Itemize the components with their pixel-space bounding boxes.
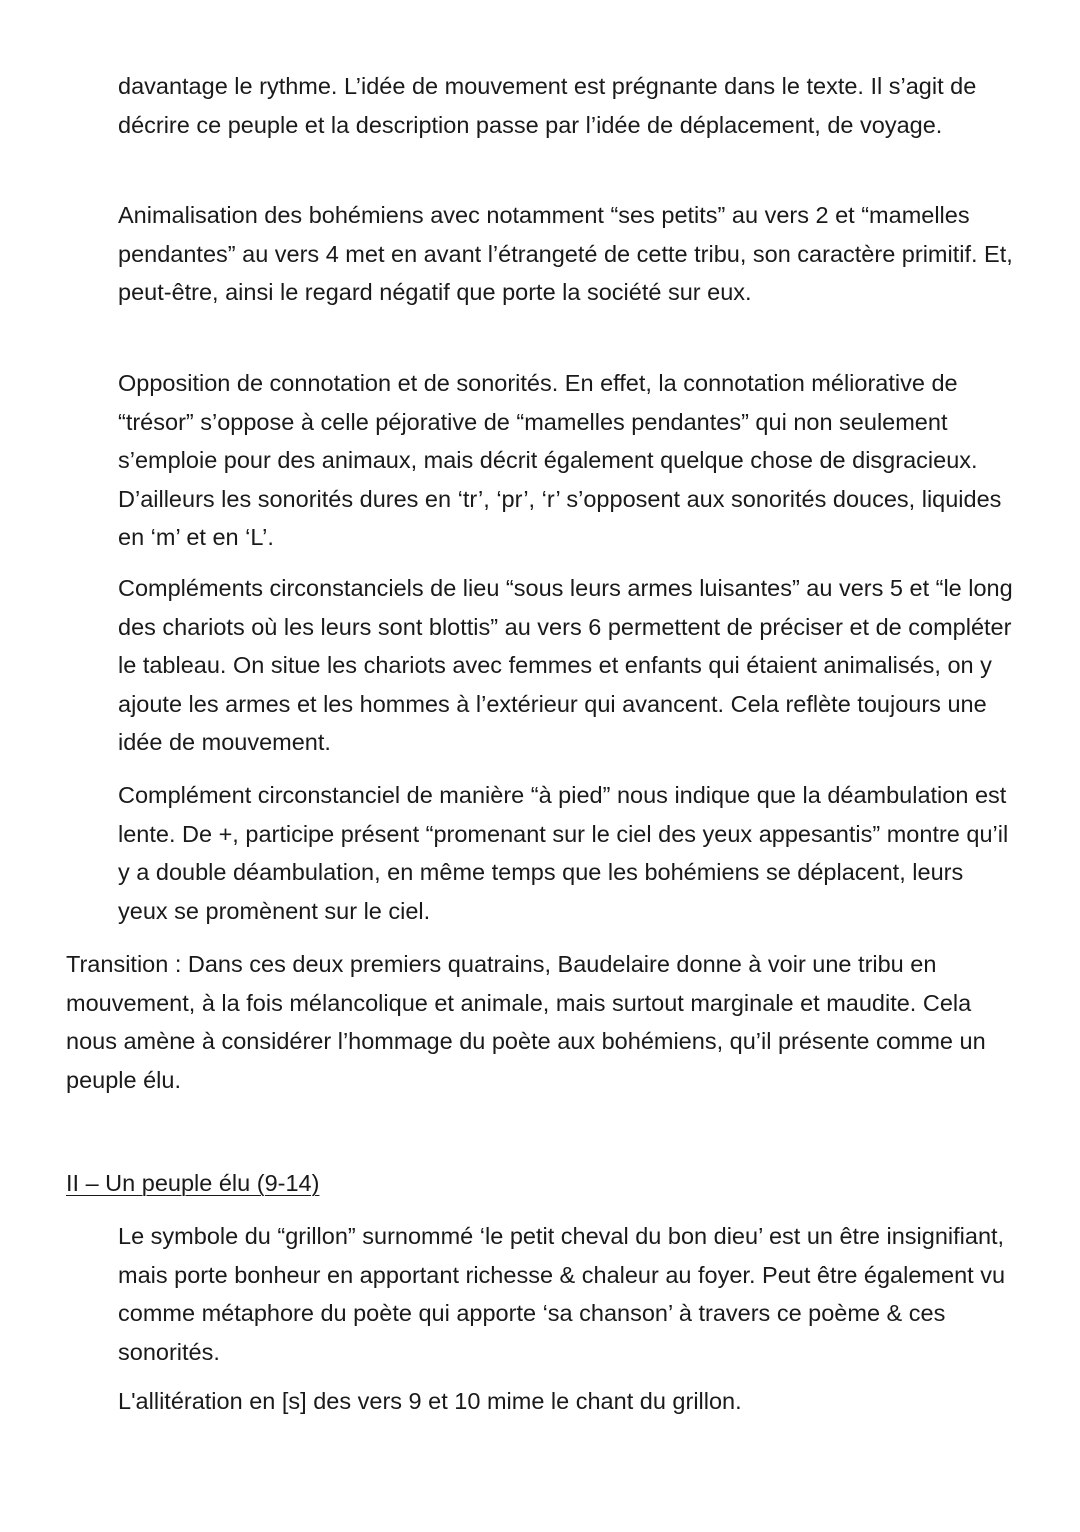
paragraph-alliteration: L'allitération en [s] des vers 9 et 10 mime le chant du grillon. [118, 1388, 742, 1414]
paragraph-complements-lieu: Compléments circonstanciels de lieu “sous leurs armes luisantes” au vers 5 et “le long des chariots où les leurs sont blottis” au vers 6 permettent de préciser et de compléter le tableau. On situe les chariots avec femmes et enfants qui étaient animalisés, on y ajoute les armes et les hommes à l’extérieur qui avancent. Cela reflète toujours une idée de mouvement. [118, 575, 1013, 755]
paragraph-animalisation: Animalisation des bohémiens avec notamment “ses petits” au vers 2 et “mamelles pendantes” au vers 4 met en avant l’étrangeté de cette tribu, son caractère primitif. Et, peut-être, ainsi le regard négatif que porte la société sur eux. [118, 202, 1013, 305]
section-heading: II – Un peuple élu (9-14) [66, 1170, 320, 1196]
paragraph-transition: Transition : Dans ces deux premiers quatrains, Baudelaire donne à voir une tribu en mouvement, à la fois mélancolique et animale, mais surtout marginale et maudite. Cela nous amène à considérer l’hommage du poète aux bohémiens, qu’il présente comme un peuple élu. [66, 951, 986, 1093]
paragraph-complement-maniere: Complément circonstanciel de manière “à pied” nous indique que la déambulation est lente. De +, participe présent “promenant sur le ciel des yeux appesantis” montre qu’il y a double déambulation, en même temps que les bohémiens se déplacent, leurs yeux se promènent sur le ciel. [118, 782, 1009, 924]
paragraph-rhythm: davantage le rythme. L’idée de mouvement est prégnante dans le texte. Il s’agit de décrire ce peuple et la description passe par l’idée de déplacement, de voyage. [118, 73, 977, 138]
paragraph-opposition: Opposition de connotation et de sonorités. En effet, la connotation méliorative de “trésor” s’oppose à celle péjorative de “mamelles pendantes” qui non seulement s’emploie pour des animaux, mais décrit également quelque chose de disgracieux. D’ailleurs les sonorités dures en ‘tr’, ‘pr’, ‘r’ s’opposent aux sonorités douces, liquides en ‘m’ et en ‘L’. [118, 370, 1002, 550]
paragraph-grillon: Le symbole du “grillon” surnommé ‘le petit cheval du bon dieu’ est un être insignifiant, mais porte bonheur en apportant richesse & chaleur au foyer. Peut être également vu comme métaphore du poète qui apporte ‘sa chanson’ à travers ce poème & ces sonorités. [118, 1223, 1006, 1365]
